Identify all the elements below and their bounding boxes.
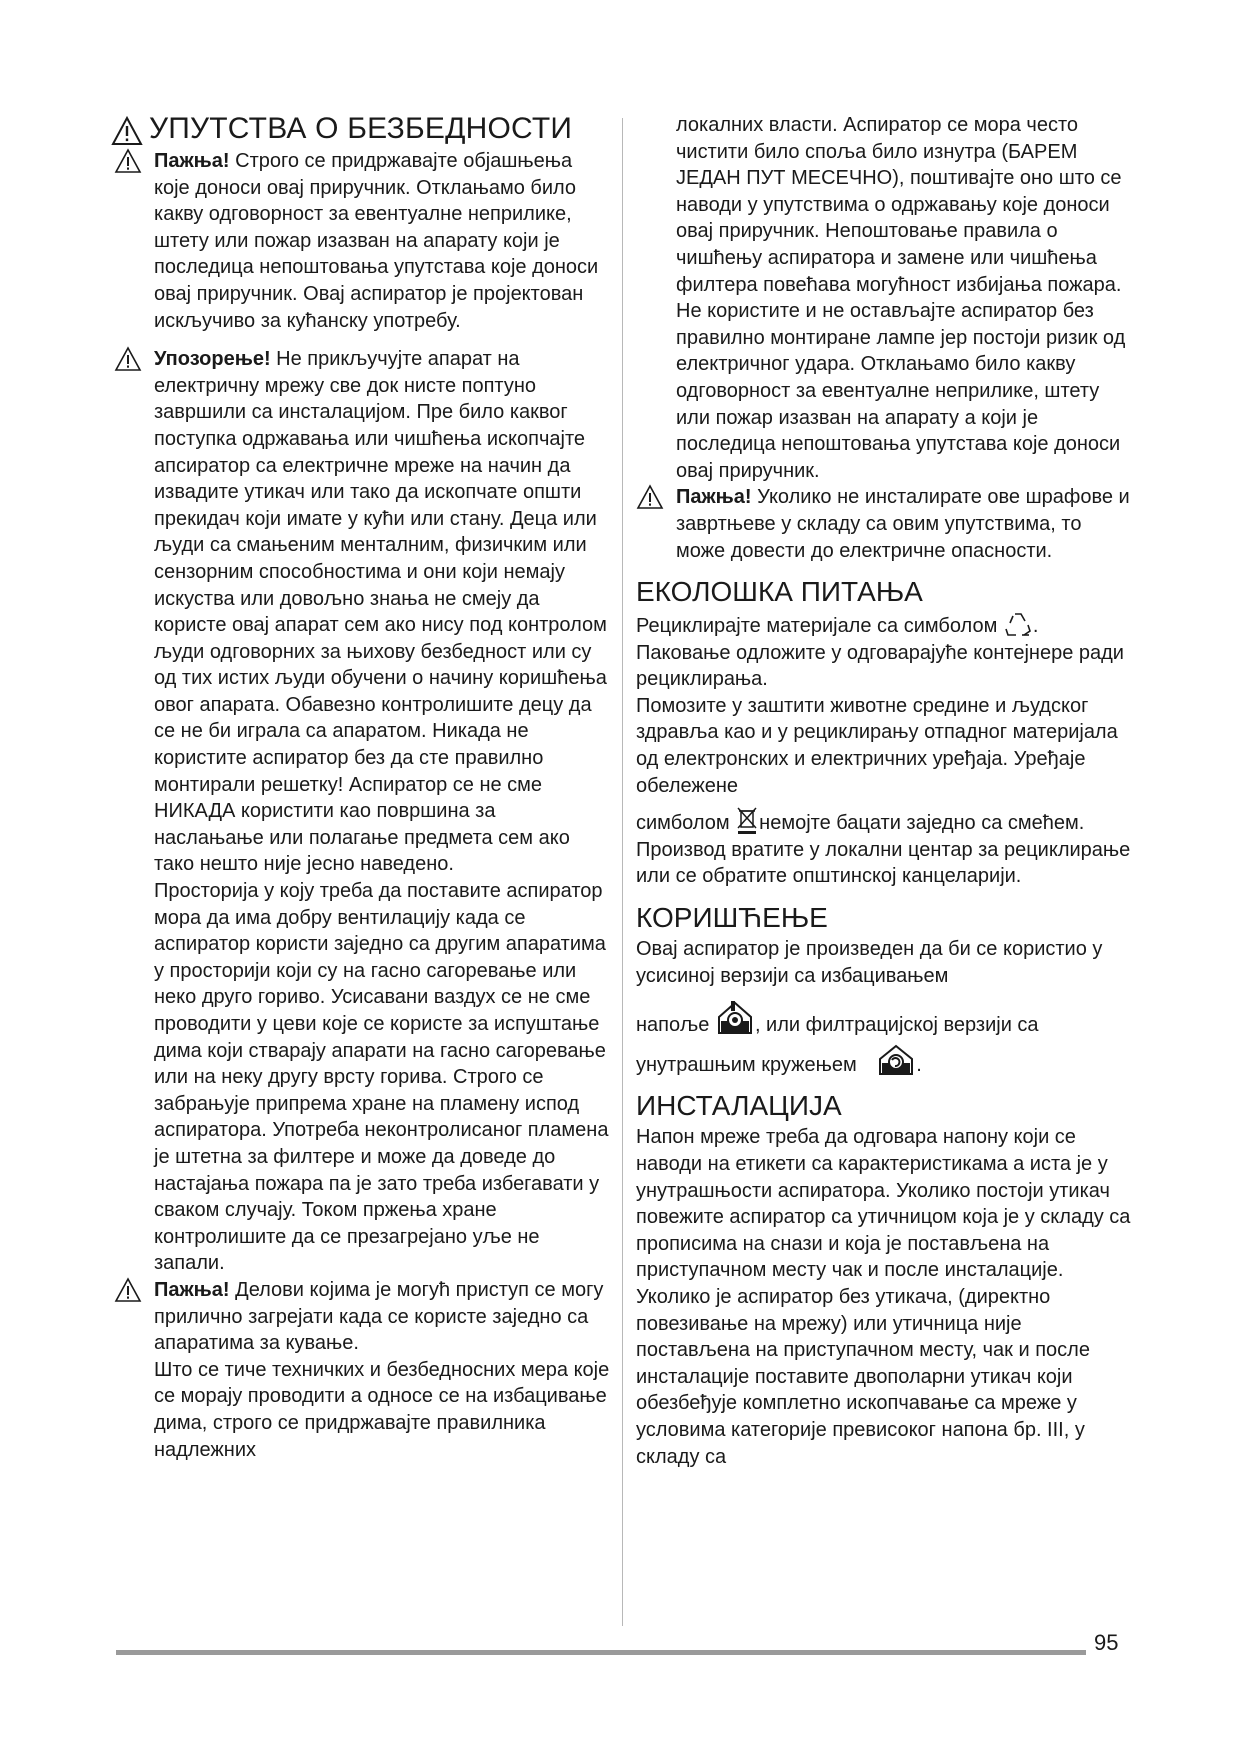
warning-triangle-icon	[636, 484, 664, 510]
eco-text: Рециклирајте материјале са симболом	[636, 615, 998, 638]
warning-triangle-icon	[111, 116, 143, 146]
usage-text: унутрашњим кружењем	[636, 1053, 857, 1076]
warning-label: Пажња!	[676, 486, 752, 509]
usage-paragraph-1: Овај аспиратор је произведен да би се користио у усисиној верзији са избацивањем	[636, 938, 1103, 987]
right-column	[636, 112, 1136, 1470]
warning-label: Пажња!	[154, 1278, 230, 1301]
warning-triangle-icon	[114, 1277, 142, 1303]
extraction-mode-icon	[715, 999, 755, 1037]
page-number: 95	[1094, 1630, 1119, 1655]
warning-triangle-icon	[114, 346, 142, 372]
left-column	[149, 112, 610, 1463]
installation-heading: ИНСТАЛАЦИЈА	[636, 1090, 842, 1122]
warning-note-2	[154, 346, 610, 878]
warning-label: Пажња!	[154, 150, 230, 172]
installation-paragraph-1: Напон мреже треба да одговара напону који се наводи на етикети са карактеристикама а иста је у унутрашњости аспиратора. Уколико постоји утикач повежите аспиратор са утичницом која је у складу са прописима на снази и која је постављена на приступачном месту чак и после инсталације.	[636, 1126, 1131, 1282]
usage-heading: КОРИШЋЕЊЕ	[636, 902, 828, 934]
eco-text: . Паковање одложите у одговарајуће контејнере ради рециклирања.	[636, 615, 1124, 691]
eco-paragraph-1	[636, 610, 1136, 693]
warning-note-1	[154, 148, 610, 334]
warning-label: Упозорење!	[154, 348, 271, 371]
usage-paragraph-3	[636, 1043, 1136, 1079]
warning-triangle-icon	[114, 148, 142, 174]
warning-text: Строго се придржавајте објашњења које доноси овај приручник. Отклањамо било какву одговорност за евентуалне неприлике, штету или пожар изазван на апарату који је последица непоштовања упутстава које доноси овај приручник. Овај аспиратор је пројектован искључиво за кућанску употребу.	[154, 150, 599, 332]
usage-text: напоље	[636, 1014, 710, 1037]
column-divider	[622, 118, 623, 1626]
warning-text: Делови којима је могућ приступ се могу прилично загрејати када се користе заједно са апаратима за кување.	[154, 1278, 604, 1355]
eco-text: немојте бацати заједно са смећем. Производ вратите у локални центар за рециклирање или се обратите општинској канцеларији.	[636, 812, 1131, 888]
safety-heading	[149, 112, 610, 146]
recycle-icon	[1003, 610, 1033, 638]
cleaning-paragraph: локалних власти. Аспиратор се мора често чистити било споља било изнутра (БАРЕМ ЈЕДАН ПУТ МЕСЕЧНО), поштивајте оно што се наводи у упутствима о одржавању које доноси овај приручник. Непоштовање правила о чишћењу аспиратора и замене или чишћења филтера повећава могућност избијања пожара. Не користите и не остављајте аспиратор без правилно монтиране лампе јер постоји ризик од електричног удара. Отклањамо било какву одговорност за евентуалне неприлике, штету или пожар изазван на апарату а који је последица непоштовања упутстава које доноси овај приручник.	[676, 114, 1126, 482]
usage-text: .	[916, 1053, 922, 1076]
eco-heading: ЕКОЛОШКА ПИТАЊА	[636, 576, 923, 608]
eco-text: симболом	[636, 812, 730, 835]
safety-title: УПУТСТВА О БЕЗБЕДНОСТИ	[149, 112, 573, 145]
recirculation-mode-icon	[876, 1043, 916, 1077]
warning-text: Уколико не инсталирате ове шрафове и завртњеве у складу са овим упутствима, то може довести до електричне опасности.	[676, 486, 1130, 562]
eco-paragraph-3	[636, 805, 1136, 890]
warning-note-4	[636, 484, 1136, 564]
warning-text: Не прикључујте апарат на електричну мрежу све док нисте поптуно завршили са инсталацијом. Пре било каквог поступка одржавања или чишћења ископчајте апсиратор са електричне мреже на начин да извадите утикач или тако да ископчате општи прекидач који имате у кући или стану. Деца или људи са смањеним менталним, физичким или сензорним способностима и они који немају искуства или довољно знања не смеју да користе овај апарат сем ако нису под контролом људи одговорних за њихову безбедност или су од тих истих људи обучени о начину коришћења овог апарата. Обавезно контролишите децу да се не би играла са апаратом. Никада не користите аспиратор без да сте правилно монтирали решетку! Аспиратор се не сме НИКАДА користити као површина за наслањање или полагање предмета сем ако тако нешто није јесно наведено.	[154, 348, 607, 876]
warning-note-3	[154, 1277, 610, 1357]
crossed-bin-icon	[735, 805, 759, 835]
smoke-regulations-paragraph: Што се тиче техничких и безбедносних мера које се морају проводити а односе се на избацивање дима, строго се придржавајте правилника надлежних	[154, 1358, 610, 1461]
usage-text: , или филтрацијској верзији са	[754, 1014, 1039, 1037]
usage-paragraph-2	[636, 999, 1136, 1039]
footer-rule	[116, 1650, 1086, 1655]
ventilation-paragraph: Просторија у коју треба да поставите аспиратор мора да има добру вентилацију када се аспиратор користи заједно са другим апаратима у просторији који су на гасно сагоревање или неко друго гориво. Усисавани ваздух се не сме проводити у цеви које се користе за испуштање дима који стварају апарати на гасно сагоревање или на неку другу врсту горива. Строго се забрањује припрема хране на пламену испод аспиратора. Употреба неконтролисаног пламена је штетна за филтере и може да доведе до настајања пожара па је зато треба избегавати у сваком случају. Током пржења хране контролишите да се презагрејано уље не запали.	[154, 880, 609, 1275]
eco-paragraph-2: Помозите у заштити животне средине и људског здравља као и у рециклирању отпадног материјала од електронских и електричних уређаја. Уређаје обележене	[636, 694, 1118, 797]
installation-paragraph-2: Уколико је аспиратор без утикача, (директно повезивање на мрежу) или утичница није постављена на приступачном месту, чак и после инсталације поставите двополарни утикач који обезбеђује комплетно ископчавање са мреже у условима категорије превисоког напона бр. III, у складу са	[636, 1285, 1090, 1468]
